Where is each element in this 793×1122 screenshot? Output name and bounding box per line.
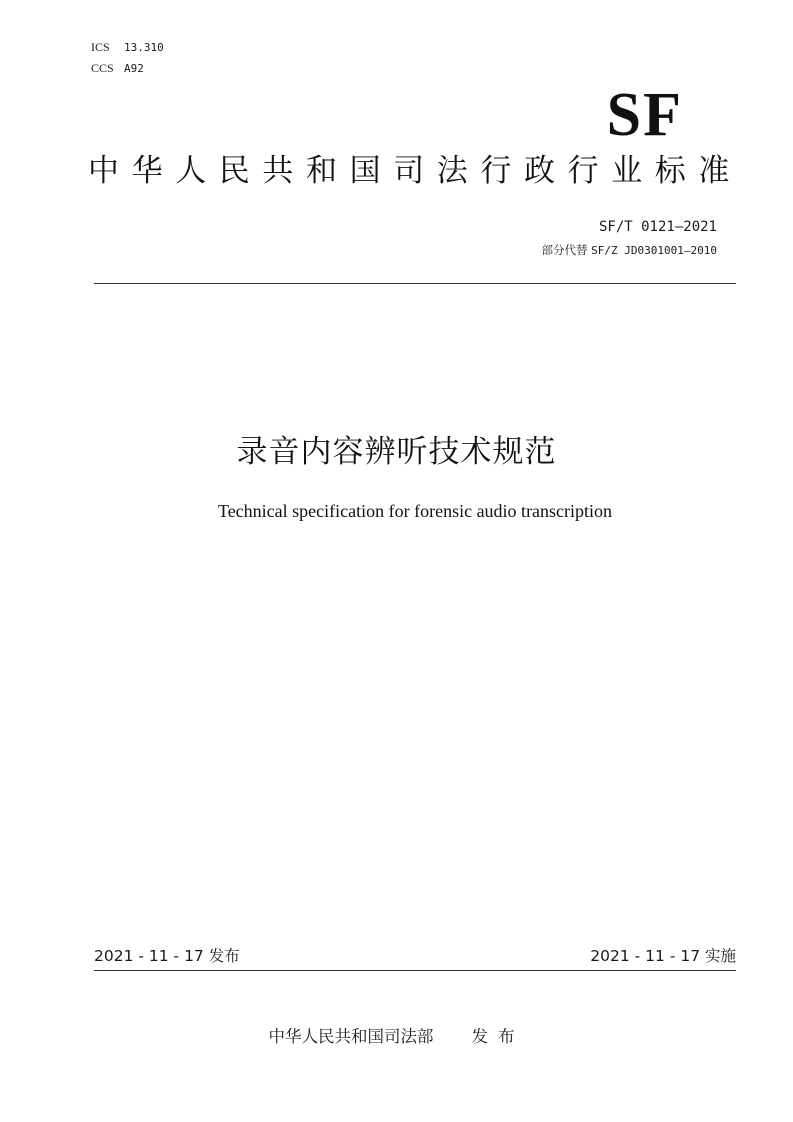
replaces-prefix: 部分代替 bbox=[541, 243, 588, 257]
standard-replaces bbox=[542, 242, 718, 259]
standard-number: SF/T 0121—2021 bbox=[598, 219, 717, 235]
ics-label: ICS bbox=[91, 40, 110, 54]
footer-divider bbox=[94, 970, 736, 971]
implementation-date: 2021 - 11 - 17 实施 bbox=[590, 947, 736, 965]
issuer-name: 中华人民共和国司法部 bbox=[268, 1027, 434, 1046]
issue-date: 2021 - 11 - 17 发布 bbox=[94, 947, 240, 965]
ccs-line bbox=[91, 61, 144, 76]
sf-logo: SF bbox=[606, 81, 683, 149]
standard-category-name: 中华人民共和国司法行政行业标准 bbox=[88, 153, 742, 189]
issuer-line bbox=[0, 1026, 793, 1048]
ccs-value: A92 bbox=[124, 62, 144, 75]
document-title-english: Technical specification for forensic audio transcription bbox=[217, 501, 613, 521]
header-divider bbox=[94, 283, 736, 284]
ics-line bbox=[91, 40, 164, 55]
document-title-chinese: 录音内容辨听技术规范 bbox=[236, 434, 557, 470]
ics-value: 13.310 bbox=[124, 41, 164, 54]
ccs-label: CCS bbox=[91, 61, 114, 75]
issuer-action: 发布 bbox=[471, 1027, 525, 1046]
replaces-code: SF/Z JD0301001—2010 bbox=[591, 244, 717, 257]
